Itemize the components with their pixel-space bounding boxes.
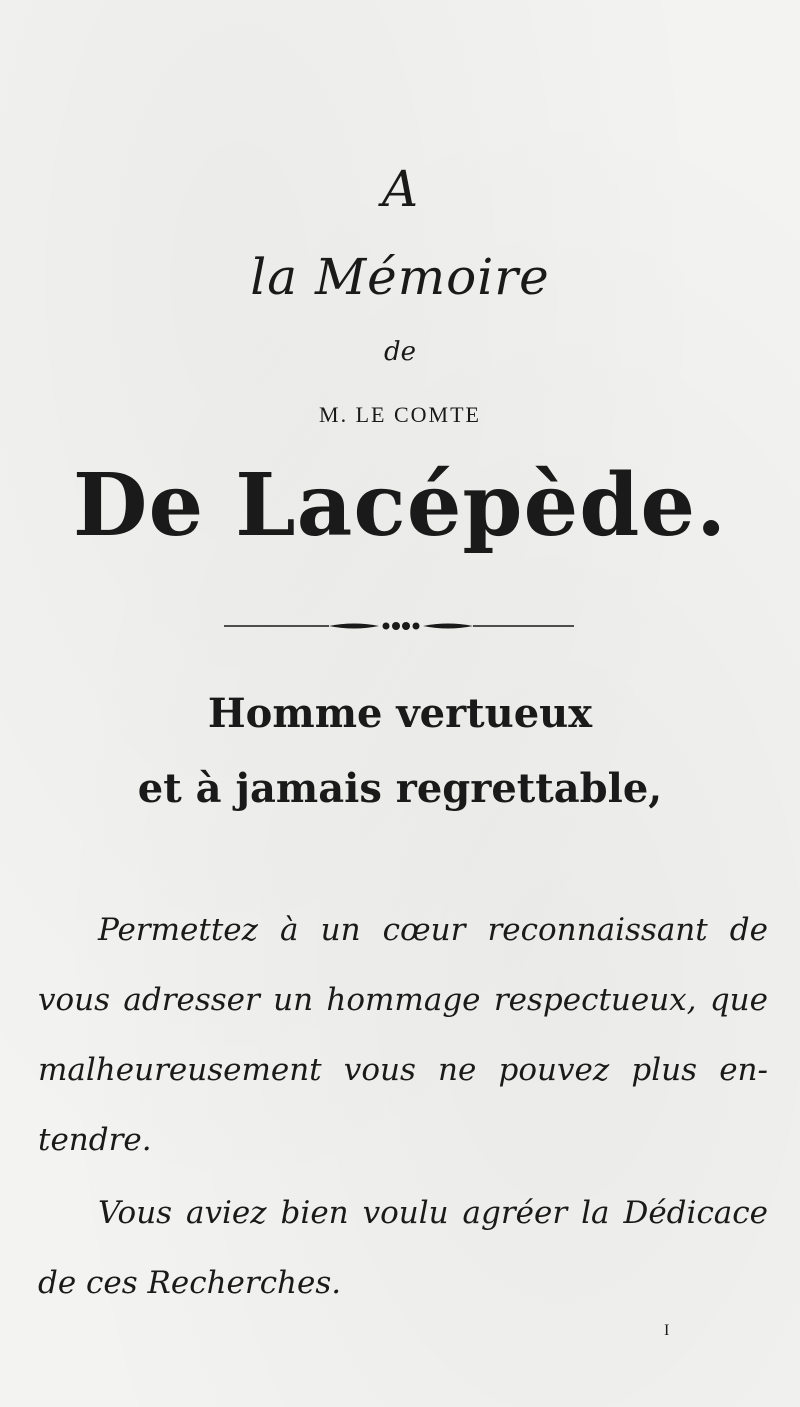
dedication-title-comte: M. LE COMTE [319, 402, 481, 427]
paragraph-1-line: malheureusement vous ne pouvez plus en- [38, 1052, 768, 1088]
paragraph-1-line: Permettez à un cœur reconnaissant de [98, 912, 768, 948]
paragraph-1-line: tendre. [38, 1122, 152, 1158]
page-folio: I [664, 1322, 670, 1339]
dedication-line-a: A [381, 160, 419, 218]
dedication-paragraph-2 [38, 1178, 768, 1318]
dedication-name-lacepede: De Lacépède. [72, 455, 728, 556]
epithet-line-1: Homme vertueux [207, 690, 593, 737]
dedication-paragraph-1 [38, 895, 768, 1175]
dedication-line-memoire: la Mémoire [250, 248, 550, 306]
epithet-line-2: et à jamais regrettable, [137, 765, 663, 812]
dedication-line-de: de [383, 337, 417, 367]
paragraph-1-line: vous adresser un hommage respectueux, que [38, 982, 768, 1018]
ornamental-divider [224, 616, 574, 636]
paragraph-2-line: de ces Recherches. [38, 1265, 342, 1301]
paragraph-2-line: Vous aviez bien voulu agréer la Dédicace [98, 1195, 768, 1231]
